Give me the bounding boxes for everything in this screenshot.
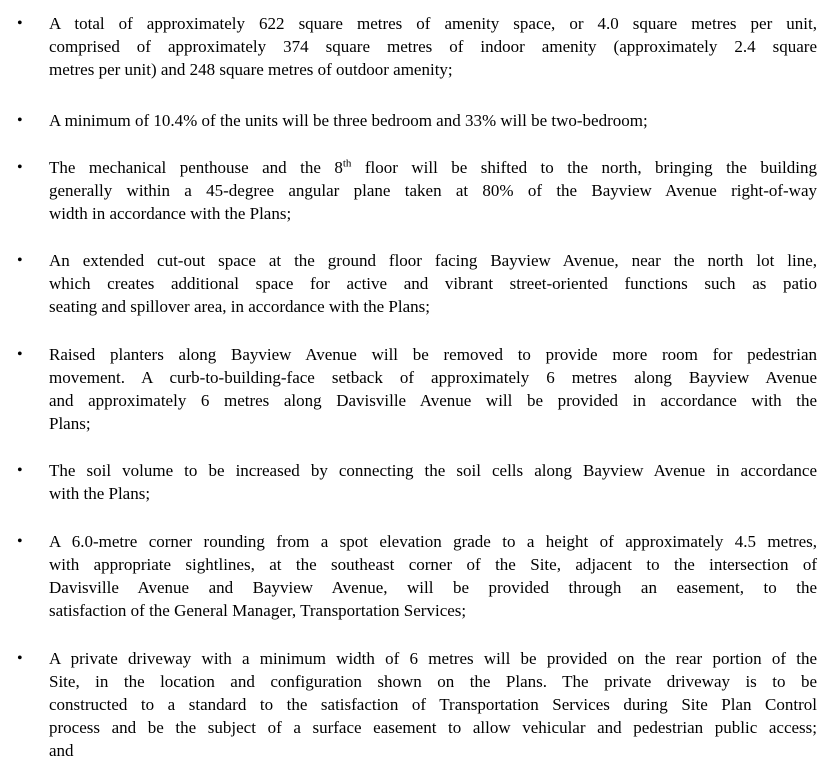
- text-line: comprised of approximately 374 square metres of indoor amenity (approximately 2.4 square: [49, 37, 817, 56]
- text-segment: floor will be shifted to the north, bringing the building: [351, 158, 817, 177]
- text-line: satisfaction of the General Manager, Transportation Services;: [49, 601, 467, 620]
- bullet-icon: •: [17, 252, 23, 269]
- list-item-text: [49, 530, 817, 622]
- superscript: th: [342, 157, 352, 170]
- list-item-text: [49, 109, 817, 132]
- text-line: process and be the subject of a surface easement to allow vehicular and pedestrian public access;: [49, 718, 817, 737]
- bullet-icon: •: [17, 159, 23, 176]
- list-item-text: [49, 647, 817, 762]
- text-line: which creates additional space for active and vibrant street-oriented functions such as patio: [49, 274, 817, 293]
- text-line: A minimum of 10.4% of the units will be three bedroom and 33% will be two-bedroom;: [49, 111, 648, 130]
- bullet-icon: •: [17, 346, 23, 363]
- list-item-text: [49, 459, 817, 505]
- text-line: with the Plans;: [49, 484, 151, 503]
- text-line: and approximately 6 metres along Davisville Avenue will be provided in accordance with the: [49, 391, 817, 410]
- text-line: [49, 156, 817, 179]
- bullet-icon: •: [17, 650, 23, 667]
- text-line: and: [49, 741, 74, 760]
- text-line: Plans;: [49, 414, 91, 433]
- bullet-icon: •: [17, 462, 23, 479]
- text-line: Raised planters along Bayview Avenue will be removed to provide more room for pedestrian: [49, 345, 817, 364]
- text-line: Davisville Avenue and Bayview Avenue, will be provided through an easement, to the: [49, 578, 817, 597]
- text-line: Site, in the location and configuration shown on the Plans. The private driveway is to be: [49, 672, 817, 691]
- text-line: An extended cut-out space at the ground floor facing Bayview Avenue, near the north lot line,: [49, 251, 817, 270]
- bullet-icon: •: [17, 533, 23, 550]
- text-line: seating and spillover area, in accordance with the Plans;: [49, 297, 430, 316]
- text-line: A 6.0-metre corner rounding from a spot elevation grade to a height of approximately 4.5 metres,: [49, 532, 817, 551]
- bullet-icon: •: [17, 112, 23, 129]
- text-line: width in accordance with the Plans;: [49, 204, 292, 223]
- text-line: movement. A curb-to-building-face setback of approximately 6 metres along Bayview Avenue: [49, 368, 817, 387]
- bullet-icon: •: [17, 15, 23, 32]
- text-line: with appropriate sightlines, at the southeast corner of the Site, adjacent to the intersection of: [49, 555, 817, 574]
- list-item-text: [49, 249, 817, 318]
- list-item-text: [49, 156, 817, 225]
- text-line: The soil volume to be increased by connecting the soil cells along Bayview Avenue in accordance: [49, 461, 817, 480]
- list-item-text: [49, 343, 817, 435]
- text-line: metres per unit) and 248 square metres of outdoor amenity;: [49, 60, 453, 79]
- text-segment: The mechanical penthouse and the 8: [49, 158, 343, 177]
- text-line: generally within a 45-degree angular plane taken at 80% of the Bayview Avenue right-of-way: [49, 181, 817, 200]
- text-line: A total of approximately 622 square metres of amenity space, or 4.0 square metres per unit,: [49, 14, 817, 33]
- list-item-text: [49, 12, 817, 81]
- text-line: A private driveway with a minimum width of 6 metres will be provided on the rear portion of the: [49, 649, 817, 668]
- text-line: constructed to a standard to the satisfaction of Transportation Services during Site Plan Control: [49, 695, 817, 714]
